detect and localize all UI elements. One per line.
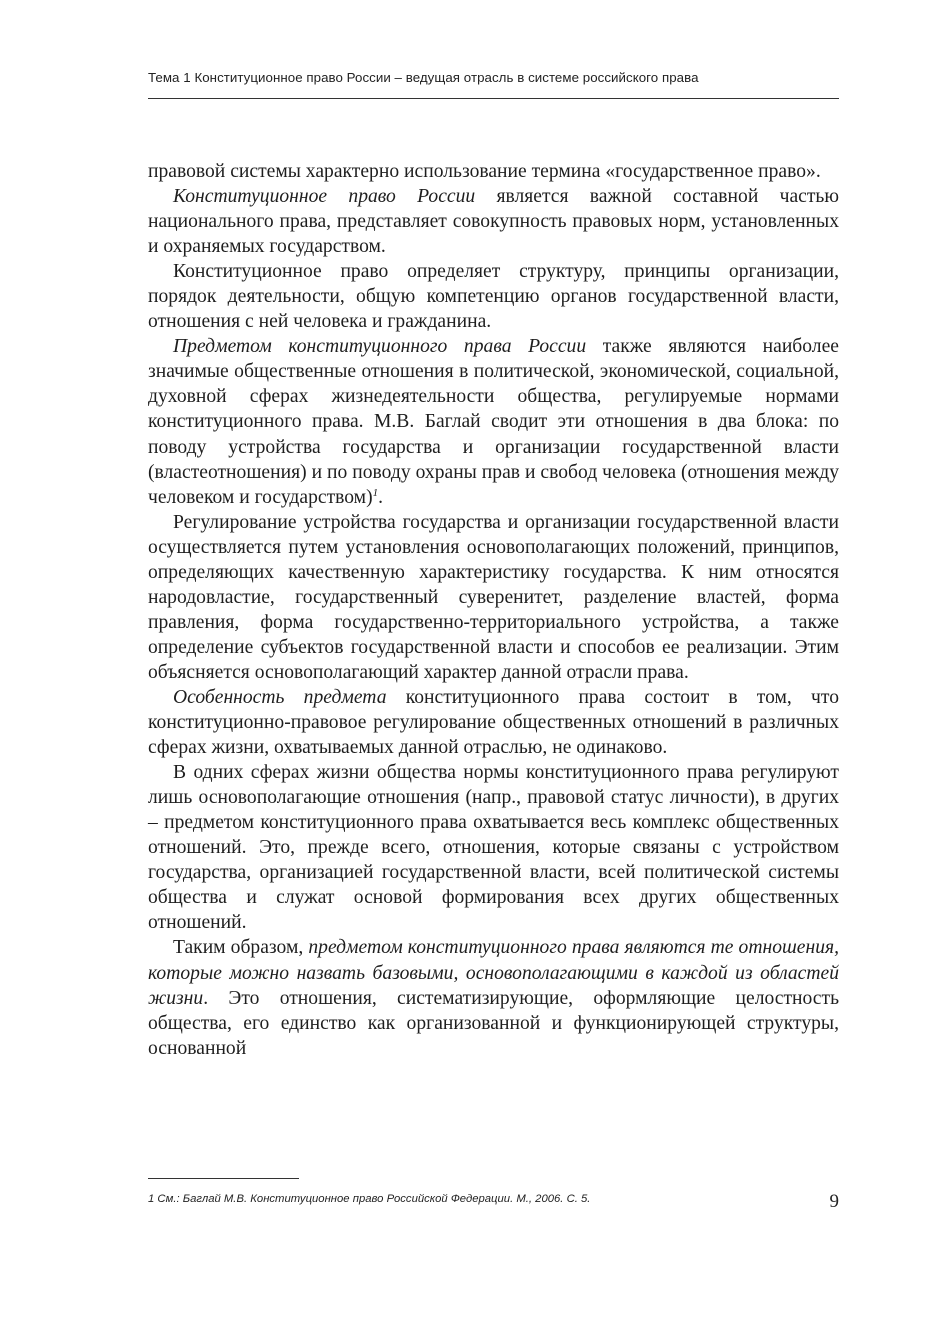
footnote: 1 См.: Баглай М.В. Конституционное право Российской Федерации. М., 2006. С. 5.: [148, 1193, 591, 1205]
body-text: [148, 159, 839, 1061]
paragraph-1-text: правовой системы характерно использование термина «государственное право».: [148, 161, 821, 182]
paragraph-5-text: Регулирование устройства государства и организации государственной власти осуществляется путем установления основополагающих положений, принципов, определяющих качественную характеристику государства. К ним относятся народовластие, государственный суверенитет, разделение властей, форма правления, форма государственно-территориального устройства, а также определение субъектов государственной власти и способов ее реализации. Этим объясняется основополагающий характер данной отрасли права.: [148, 511, 839, 683]
paragraph-2-text: является важной составной частью национального права, представляет совокупность правовых норм, установленных и охраняемых государством.: [148, 186, 839, 258]
paragraph-4-term: Предметом конституционного права России: [173, 336, 587, 358]
paragraph-4-tail: .: [378, 486, 384, 508]
paragraph-7-text: В одних сферах жизни общества нормы конституционного права регулируют лишь основополагающие отношения (напр., правовой статус личности), в других – предметом конституционного права охватывается весь комплекс общественных отношений. Это, прежде всего, отношения, которые связаны с устройством государства, организацией государственной власти, всей политической системы общества и служат основой формирования всех других общественных отношений.: [148, 762, 839, 934]
paragraph-8-text: Таким образом,: [173, 937, 309, 959]
paragraph-1: [148, 159, 839, 184]
paragraph-4: [148, 334, 839, 509]
paragraph-8-emphasis: предметом конституционного права являются те отношения, которые можно назвать базовыми, основополагающими в каждой из областей жизни: [148, 937, 840, 1009]
paragraph-6-text: конституционного права состоит в том, что конституционно-правовое регулирование общественных отношений в различных сферах жизни, охватываемых данной отраслью, не одинаково.: [148, 686, 839, 759]
paragraph-4-text: также являются наиболее значимые общественные отношения в политической, экономической, социальной, духовной сферах жизнедеятельности общества, регулируемые нормами конституционного права. М.В. Баглай сводит эти отношения в два блока: по поводу устройства государства и организации государственной власти (властеотношения) и по поводу охраны прав и свобод человека (отношения между человеком и государством): [148, 336, 839, 508]
paragraph-2-term: Конституционное право России: [173, 186, 476, 208]
page-number: 9: [829, 1191, 839, 1212]
paragraph-5: [148, 510, 839, 685]
running-header: Тема 1 Конституционное право России – ведущая отрасль в системе российского права: [148, 70, 699, 85]
paragraph-8: [148, 935, 839, 1060]
paragraph-3-text: Конституционное право определяет структуру, принципы организации, порядок деятельности, общую компетенцию органов государственной власти, отношения с ней человека и гражданина.: [148, 261, 839, 333]
paragraph-2: [148, 184, 839, 259]
paragraph-7: [148, 760, 839, 935]
header-divider: [148, 98, 839, 99]
footnote-reference[interactable]: 1: [372, 486, 379, 499]
paragraph-8-tail: . Это отношения, систематизирующие, оформляющие целостность общества, его единство как организованной и функционирующей структуры, основанной: [148, 987, 839, 1059]
paragraph-6-term: Особенность предмета: [173, 686, 387, 708]
paragraph-6: [148, 685, 839, 760]
footnote-divider: [148, 1178, 299, 1179]
paragraph-3: [148, 259, 839, 334]
